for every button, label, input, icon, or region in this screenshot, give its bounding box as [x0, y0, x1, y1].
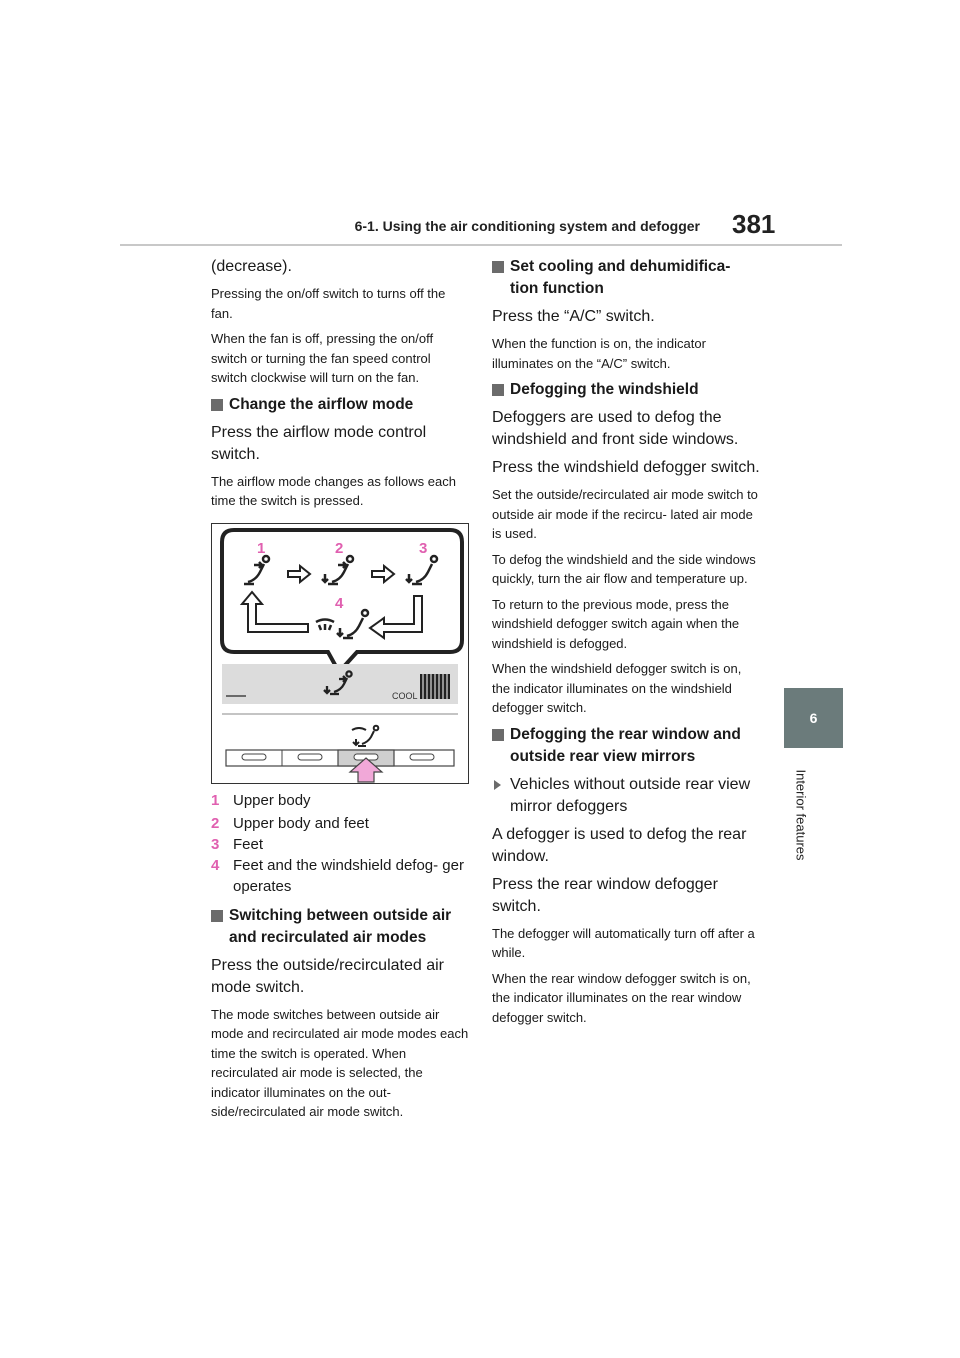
- square-bullet-icon: [492, 729, 504, 741]
- mode-label-4: 4: [335, 594, 344, 612]
- note: To return to the previous mode, press the windshield defogger switch again when the windshield is defogged.: [492, 596, 740, 651]
- note: The defogger will automatically turn off after a while.: [492, 925, 755, 960]
- square-bullet-icon: [492, 261, 504, 273]
- list-item: 2 Upper body and feet: [211, 814, 369, 832]
- chapter-label: Interior features: [793, 769, 809, 861]
- paragraph: (decrease).: [211, 258, 292, 275]
- paragraph: Defoggers are used to defog the windshield and front side windows.: [492, 409, 739, 448]
- switch-seat-icon: [352, 725, 378, 745]
- note: Pressing the on/off switch to turns off the fan.: [211, 286, 446, 321]
- page-number: 381: [732, 209, 776, 239]
- heading-defog-rear: Defogging the rear window and outside rear view mirrors: [492, 724, 760, 768]
- paragraph: Press the “A/C” switch.: [492, 308, 655, 325]
- square-bullet-icon: [211, 910, 223, 922]
- heading-defog-windshield: Defogging the windshield: [492, 379, 760, 401]
- note: The airflow mode changes as follows each time the switch is pressed.: [211, 473, 456, 508]
- paragraph: A defogger is used to defog the rear window.: [492, 825, 747, 865]
- note: When the fan is off, pressing the on/off switch or turning the fan speed control switch clockwise will turn on the fan.: [211, 331, 434, 385]
- cool-label: COOL: [392, 690, 418, 701]
- square-bullet-icon: [492, 384, 504, 396]
- note: Set the outside/recirculated air mode switch to outside air mode if the recircu- lated air mode is used.: [492, 487, 758, 541]
- chapter-side-label: [786, 760, 816, 870]
- triangle-bullet-icon: [494, 780, 501, 790]
- chapter-tab[interactable]: 6: [784, 688, 843, 748]
- note: When the rear window defogger switch is on, the indicator illuminates on the rear window defogger switch.: [492, 970, 751, 1025]
- heading-cooling: Set cooling and dehumidifica- tion function: [492, 256, 760, 300]
- note: When the function is on, the indicator illuminates on the “A/C” switch.: [492, 336, 706, 371]
- list-item: 1 Upper body: [211, 791, 311, 809]
- paragraph: Press the outside/recirculated air mode switch.: [211, 956, 444, 996]
- paragraph: Press the windshield defogger switch.: [492, 459, 760, 476]
- airflow-diagram: [212, 524, 468, 783]
- heading-airflow: Change the airflow mode: [211, 394, 469, 416]
- heading-outside-air: Switching between outside air and recirculated air modes: [211, 905, 469, 949]
- list-item: 4 Feet and the windshield defog- ger operates: [211, 856, 464, 895]
- mode-label-1: 1: [257, 539, 266, 557]
- switch-row: [226, 750, 454, 766]
- paragraph: Press the airflow mode control switch.: [211, 423, 427, 463]
- mode-label-2: 2: [335, 539, 344, 557]
- square-bullet-icon: [211, 399, 223, 411]
- section-title: 6-1. Using the air conditioning system and defogger: [354, 218, 700, 234]
- list-item: 3 Feet: [211, 835, 264, 853]
- airflow-figure: [211, 523, 469, 784]
- left-column: [211, 256, 469, 1128]
- right-column: [492, 256, 760, 1033]
- bullet-vehicles: Vehicles without outside rear view mirror defoggers: [492, 774, 760, 818]
- note: When the windshield defogger switch is on, the indicator illuminates on the windshield defogger switch.: [492, 661, 742, 715]
- mode-label-3: 3: [419, 539, 428, 557]
- header-rule: [120, 244, 842, 246]
- note: The mode switches between outside air mode and recirculated air mode modes each time the switch is operated. When recirculated air mode is selected, the indicator illuminates on the out- side/recirculated air mode switch.: [211, 1006, 469, 1119]
- paragraph: Press the rear window defogger switch.: [492, 875, 718, 915]
- note: To defog the windshield and the side windows quickly, turn the air flow and temperature up.: [492, 551, 756, 586]
